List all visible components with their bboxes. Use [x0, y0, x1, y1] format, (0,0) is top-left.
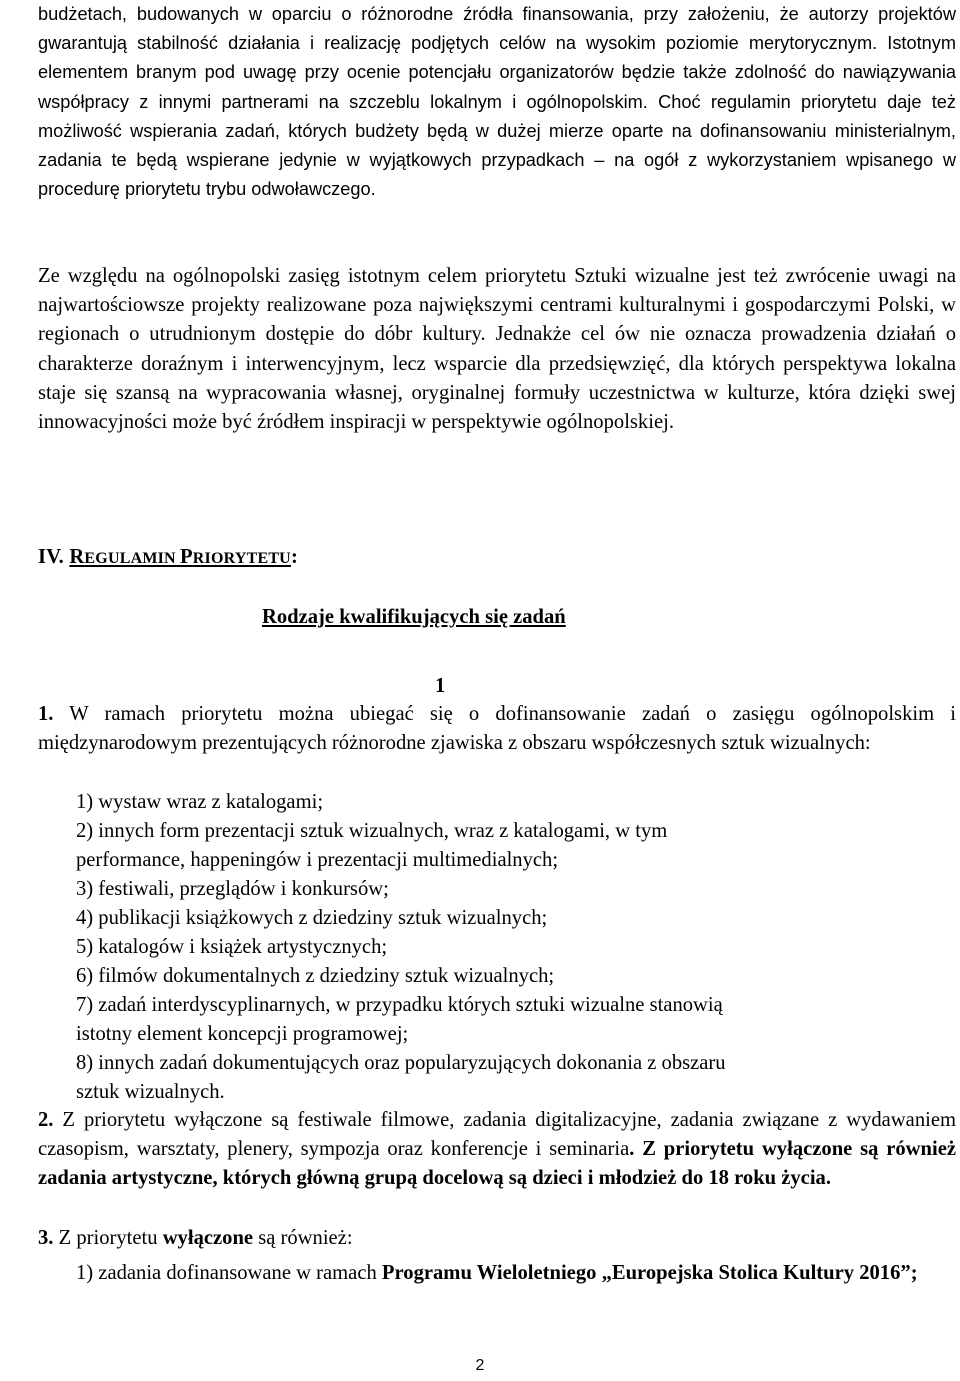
- program-name: Programu Wieloletniego „Europejska Stolica Kultury 2016: [381, 1262, 901, 1284]
- item-2-bold-text: . Z priorytetu wyłączone są również zadania artystyczne, których główną grupą docelową są dzieci i młodzież do 18 roku życia.: [38, 1138, 957, 1189]
- page-number: 2: [475, 1357, 485, 1374]
- item-3-text-end: są również:: [253, 1227, 353, 1249]
- item-3-subitem-1: [76, 1258, 956, 1288]
- subsection-title: Rodzaje kwalifikujących się zadań: [262, 606, 566, 628]
- list-item: 2) innych form prezentacji sztuk wizualnych, wraz z katalogami, w tym: [76, 820, 668, 842]
- list-item: 3) festiwali, przeglądów i konkursów;: [76, 878, 389, 900]
- item-3-number: 3.: [38, 1227, 54, 1249]
- section-heading: IV. REGULAMIN PRIORYTETU:: [38, 546, 299, 568]
- list-item: sztuk wizualnych.: [76, 1081, 225, 1103]
- item-3: [38, 1224, 956, 1253]
- paragraph-regional-goal: Ze względu na ogólnopolski zasięg istotnym celem priorytetu Sztuki wizualne jest też zwrócenie uwagi na najwartościowsze projekty realizowane poza największymi centrami kulturalnymi i gospodarczymi Polski, w regionach o utrudnionym dostępie do dóbr kultury. Jednakże cel ów nie oznacza prowadzenia działań o charakterze doraźnym i interwencyjnym, lecz wsparcie dla przedsięwzięć, dla których perspektywa lokalna staje się szansą na wypracowania własnej, oryginalnej formuły uczestnictwa w kulturze, która dzięki swej innowacyjności może być źródłem inspiracji w perspektywie ogólnopolskiej.: [38, 265, 956, 434]
- item-2: [38, 1106, 956, 1193]
- list-item: 8) innych zadań dokumentujących oraz popularyzujących dokonania z obszaru: [76, 1052, 726, 1074]
- item-2-text: Z priorytetu wyłączone są festiwale filmowe, zadania digitalizacyjne, zadania związane z wydawaniem czasopism, warsztaty, plenery, sympozja oraz konferencje i seminaria: [38, 1109, 956, 1160]
- list-item: 1) wystaw wraz z katalogami;: [76, 791, 324, 813]
- item-1-number: 1.: [38, 703, 54, 725]
- subitem-text: 1) zadania dofinansowane w ramach: [76, 1262, 382, 1284]
- item-2-number: 2.: [38, 1109, 54, 1131]
- section-roman-numeral: IV.: [38, 546, 64, 568]
- list-item: 4) publikacji książkowych z dziedziny sztuk wizualnych;: [76, 907, 548, 929]
- item-3-bold: wyłączone: [162, 1227, 254, 1249]
- paragraph-number: 1: [435, 675, 446, 697]
- list-item: istotny element koncepcji programowej;: [76, 1023, 409, 1045]
- list-item: 6) filmów dokumentalnych z dziedziny sztuk wizualnych;: [76, 965, 555, 987]
- list-item: performance, happeningów i prezentacji multimedialnych;: [76, 849, 559, 871]
- paragraph-budgets: budżetach, budowanych w oparciu o różnorodne źródła finansowania, przy założeniu, że autorzy projektów gwarantują stabilność działania i realizację podjętych celów na wysokim poziomie merytorycznym. Istotnym elementem branym pod uwagę przy ocenie potencjału organizatorów będzie także zdolność do nawiązywania współpracy z innymi partnerami na szczeblu lokalnym i ogólnopolskim. Choć regulamin priorytetu daje też możliwość wspierania zadań, których budżety będą w dużej mierze oparte na dofinansowaniu ministerialnym, zadania te będą wspierane jedynie w wyjątkowych przypadkach – na ogół z wykorzystaniem wpisanego w procedurę priorytetu trybu odwoławczego.: [38, 4, 956, 200]
- item-3-text: Z priorytetu: [53, 1227, 163, 1249]
- section-title: REGULAMIN PRIORYTETU: [69, 546, 291, 568]
- item-1-text: W ramach priorytetu można ubiegać się o dofinansowanie zadań o zasięgu ogólnopolskim i międzynarodowym prezentujących różnorodne zjawiska z obszaru współczesnych sztuk wizualnych:: [38, 703, 956, 754]
- item-1: [38, 700, 956, 758]
- list-item: 5) katalogów i książek artystycznych;: [76, 936, 388, 958]
- list-item: 7) zadań interdyscyplinarnych, w przypadku których sztuki wizualne stanowią: [76, 994, 723, 1016]
- subitem-end: ”;: [900, 1262, 918, 1284]
- task-types-list: [76, 788, 956, 1107]
